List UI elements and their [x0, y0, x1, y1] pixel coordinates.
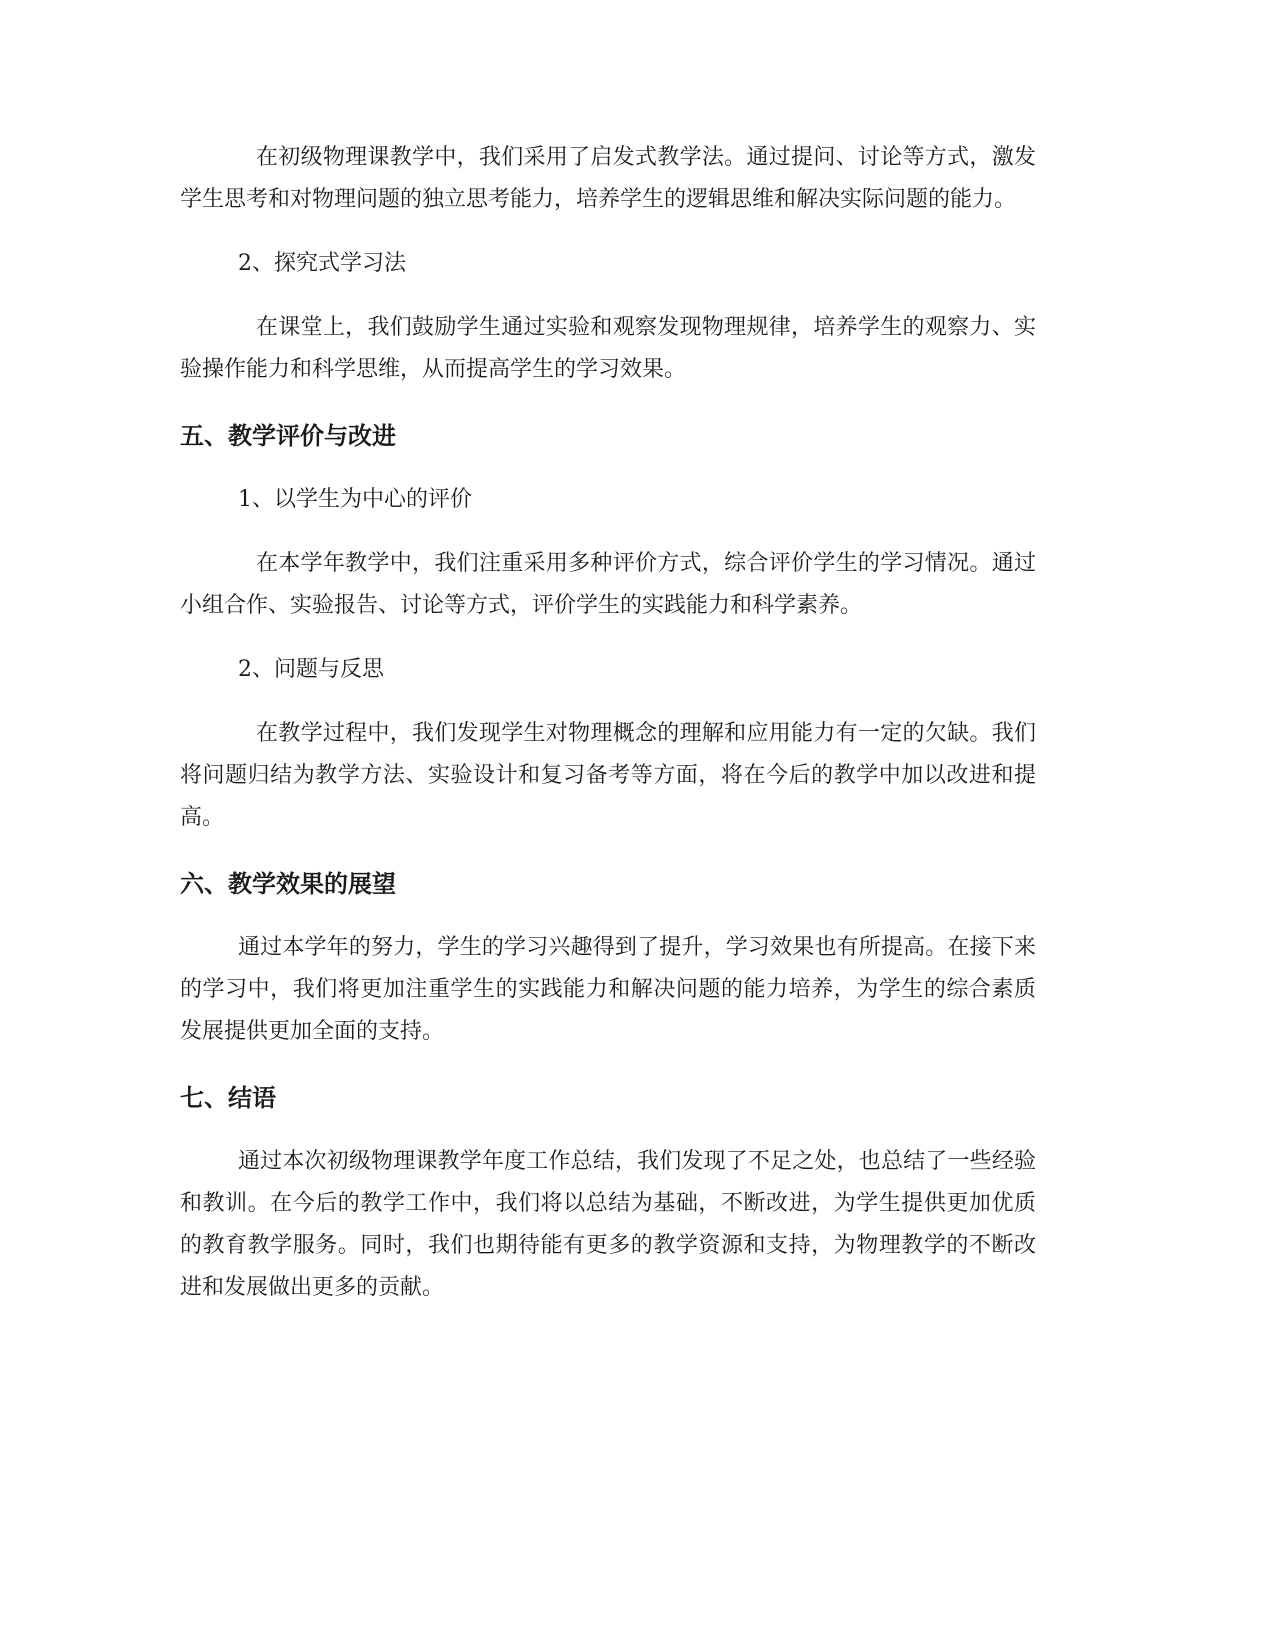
document-body	[180, 137, 1036, 1309]
paragraph-inquiry-learning: 在课堂上，我们鼓励学生通过实验和观察发现物理规律，培养学生的观察力、实验操作能力和科学思维，从而提高学生的学习效果。	[180, 315, 1036, 382]
paragraph-heuristic-teaching: 在初级物理课教学中，我们采用了启发式教学法。通过提问、讨论等方式，激发学生思考和对物理问题的独立思考能力，培养学生的逻辑思维和解决实际问题的能力。	[180, 145, 1036, 212]
section-heading-outlook: 六、教学效果的展望	[180, 870, 396, 898]
subheading-inquiry-learning: 2、探究式学习法	[238, 251, 406, 276]
paragraph-problems-reflection: 在教学过程中，我们发现学生对物理概念的理解和应用能力有一定的欠缺。我们将问题归结为教学方法、实验设计和复习备考等方面，将在今后的教学中加以改进和提高。	[180, 721, 1036, 830]
paragraph-evaluation-methods: 在本学年教学中，我们注重采用多种评价方式，综合评价学生的学习情况。通过小组合作、实验报告、讨论等方式，评价学生的实践能力和科学素养。	[180, 551, 1036, 618]
paragraph-conclusion: 通过本次初级物理课教学年度工作总结，我们发现了不足之处，也总结了一些经验和教训。在今后的教学工作中，我们将以总结为基础，不断改进，为学生提供更加优质的教育教学服务。同时，我们也期待能有更多的教学资源和支持，为物理教学的不断改进和发展做出更多的贡献。	[180, 1149, 1036, 1300]
subheading-problems-reflection: 2、问题与反思	[238, 657, 384, 682]
paragraph-outlook: 通过本学年的努力，学生的学习兴趣得到了提升，学习效果也有所提高。在接下来的学习中，我们将更加注重学生的实践能力和解决问题的能力培养，为学生的综合素质发展提供更加全面的支持。	[180, 935, 1036, 1044]
subheading-student-centered-evaluation: 1、以学生为中心的评价	[238, 487, 472, 512]
section-heading-conclusion: 七、结语	[180, 1084, 276, 1112]
section-heading-evaluation: 五、教学评价与改进	[180, 422, 396, 450]
